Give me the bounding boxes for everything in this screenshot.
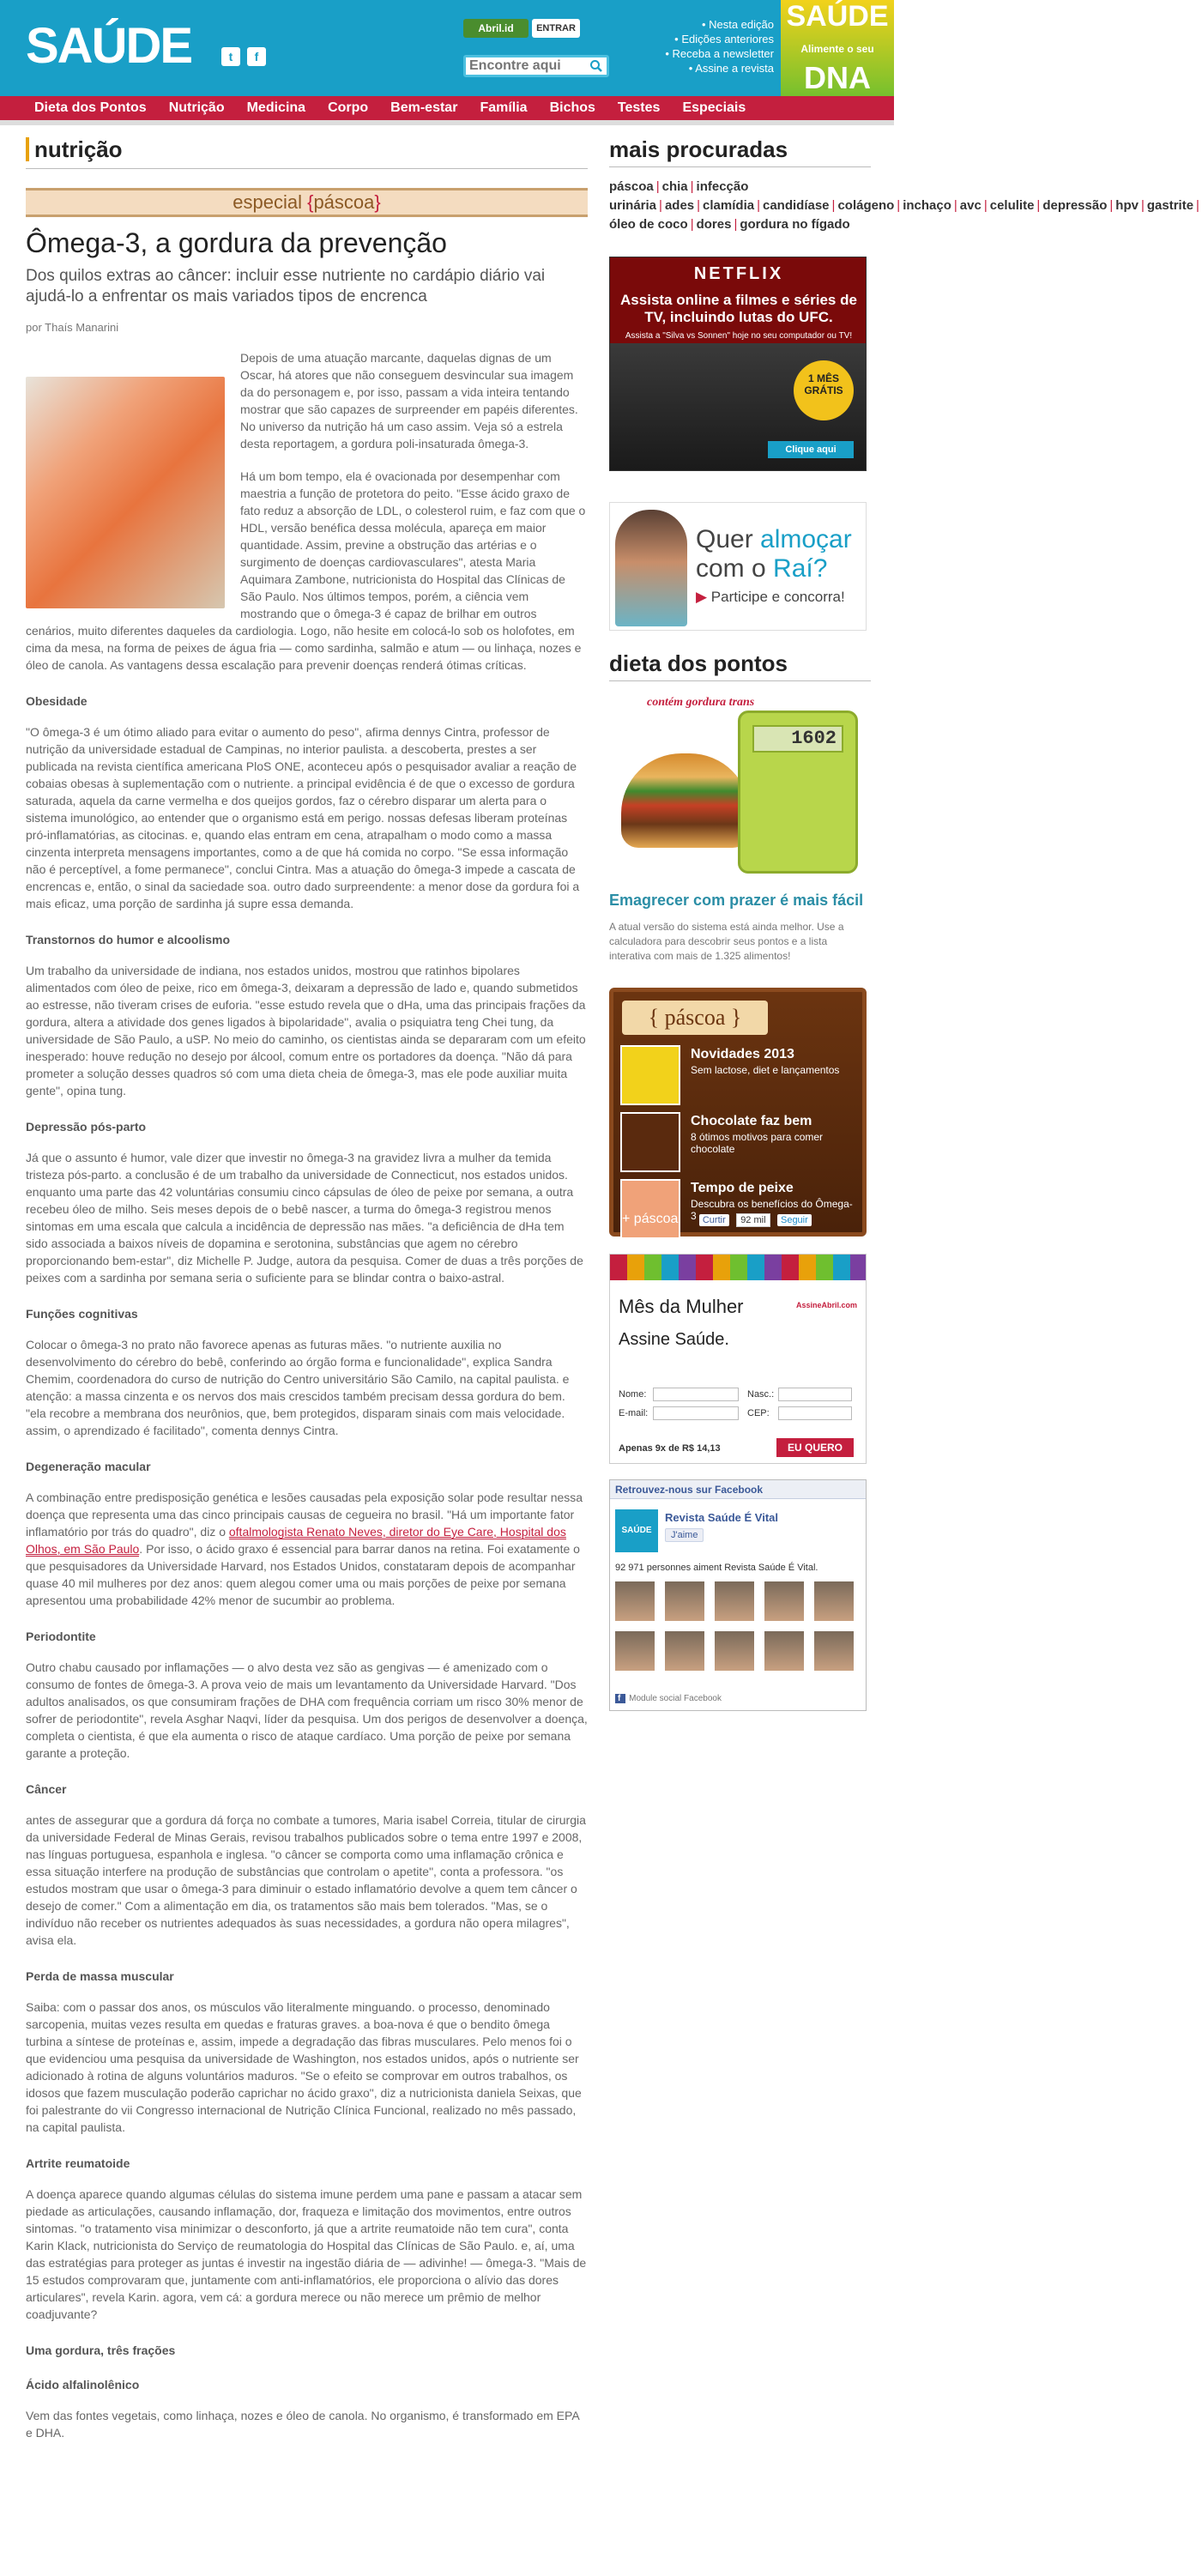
link-nesta-edicao[interactable]: • Nesta edição — [665, 17, 774, 32]
fan-avatar[interactable] — [665, 1581, 704, 1621]
curtir-button[interactable]: Curtir — [699, 1214, 729, 1226]
pascoa-item-desc: Descubra os benefícios do Ômega-3 — [691, 1198, 853, 1222]
pascoa-item-desc: Sem lactose, diet e lançamentos — [691, 1064, 840, 1076]
section-title: nutrição — [26, 137, 588, 161]
fan-avatar[interactable] — [715, 1631, 754, 1671]
assine-abril-logo: AssineAbril.com — [795, 1301, 857, 1309]
dieta-heading[interactable]: Emagrecer com prazer é mais fácil — [609, 892, 864, 909]
pascoa-item[interactable] — [620, 1045, 861, 1107]
article-paragraph: Saiba: com o passar dos anos, os músculos vão literalmente minguando. o processo, denominado sarcopenia, muitas vezes resulta em quedas e fraturas graves. a boa-nova é que o bendito ômega turbina a síntese de proteínas e, assim, impede a degradação das fibras musculares. Pelo menos foi o que evidenciou uma pesquisa da universidade de Washington, nos estados unidos, após o nutriente ser adicionado à rotina de alguns voluntários maduros. "Se o efeito se comprovar em outros trabalhos, os idosos que fazem musculação poderão caprichar no ácido graxo", diz a nutricionista daniela Seixas, que foi palestrante do vii Congresso internacional de Nutrição Clínica Funcional, realizado no mês passado, na capital paulista. — [26, 2000, 582, 2134]
site-header — [0, 0, 894, 96]
article-subheading: Ácido alfalinolênico — [26, 2378, 140, 2392]
article-paragraph: A doença aparece quando algumas células do sistema imune perdem uma pane e passam a atacar sem piedade as articulações, causando inflamação, dor, fraqueza e limitação dos movimentos, entre outros sintomas. "o tratamento visa minimizar o desconforto, já que a artrite reumatoide não tem cura", conta Karin Klack, nutricionista do Serviço de reumatologia do Hospital das Clínicas de São Paulo. e, aí, uma das estratégias para proteger as juntas é investir na ingestão diária de — adivinhe! — ômega-3. "Mais de 15 estudos comprovaram que, juntamente com anti-inflamatórios, ele proporciona o alívio das dores articulares", revela Karin. agora, vem cá: a gordura merece ou não merece um prêmio de melhor coadjuvante? — [26, 2187, 587, 2321]
tag-link[interactable]: gastrite — [1146, 198, 1194, 213]
pascoa-title: { páscoa } — [622, 1001, 768, 1035]
article-paragraph: Há um bom tempo, ela é ovacionada por desempenhar com maestria a função de protetora do peito. "Esse ácido graxo de fato reduz a absorção de LDL, o colesterol ruim, e faz com que o HDL, versão benéfica dessa molécula, apareça em maior quantidade. Assim, previne a obstrução das artérias e o surgimento de doenças cardiovasculares", atesta Maria Aquimara Zambone, nutricionista do Hospital das Clínicas de São Paulo. Nos últimos tempos, porém, a ciência vem mostrando que o ômega-3 é capaz de brilhar em outros cenários, muito diferentes daqueles da cardiologia. Logo, não hesite em colocá-lo sob os holofotes, em cima da mesa, na forma de peixes de água fria — como sardinha, salmão e atum — ou linhaça, nozes e óleo de canola. As vantagens dessa escalação para prevenir doenças renderá ótimas críticas. — [26, 469, 586, 672]
fan-avatar[interactable] — [764, 1631, 804, 1671]
facebook-plugin-label: f Module social Facebook — [615, 1694, 722, 1703]
hamburger-image — [621, 753, 750, 848]
article-paragraph: Um trabalho da universidade de indiana, nos estados unidos, mostrou que ratinhos bipolares alimentados com óleo de peixe, rico em ômega-3, deixaram a depressão de lado e, quando submetidos ao estresse, não tiveram crises de euforia. "esse estudo revela que o dHa, uma das principais frações da gordura, altera a atividade dos genes ligados à bipolaridade", avalia o psiquiatra teng Chei tung, da universidade de São Paulo, a uSP. No meio do caminho, os cientistas ainda se depararam com um efeito inesperado: houve redução no desejo por álcool, comum entre os portadores da doença. "Não dá para prometer a solução desses quadros só com uma dieta cheia de ômega-3, mas ele pode auxiliar muita gente", opina tung. — [26, 964, 586, 1098]
price-text: Apenas 9x de R$ 14,13 — [619, 1443, 721, 1454]
novidades-thumb — [620, 1045, 680, 1105]
article-subheading: Uma gordura, três frações — [26, 2343, 176, 2357]
especial-banner[interactable]: especial {páscoa} — [26, 188, 588, 217]
fan-avatar[interactable] — [814, 1581, 854, 1621]
link-newsletter[interactable]: • Receba a newsletter — [665, 46, 774, 61]
nasc-field[interactable] — [778, 1388, 852, 1401]
login-button[interactable]: ENTRAR — [532, 19, 580, 38]
article-subheading: Depressão pós-parto — [26, 1120, 147, 1134]
fan-avatar[interactable] — [615, 1581, 655, 1621]
nome-label: Nome: — [619, 1389, 647, 1400]
nav-medicina[interactable]: Medicina — [246, 100, 306, 115]
pascoa-item-title: Novidades 2013 — [691, 1047, 794, 1061]
dieta-dos-pontos-title: dieta dos pontos — [609, 651, 871, 681]
tag-link[interactable]: avc — [959, 198, 982, 213]
sidebar — [609, 136, 1199, 1711]
link-assine[interactable]: • Assine a revista — [665, 61, 774, 76]
nav-testes[interactable]: Testes — [617, 100, 661, 115]
article-paragraph: Já que o assunto é humor, vale dizer que investir no ômega-3 na gravidez livra a mulher da temida tristeza pós-parto. a conclusão é de um trabalho da universidade de Connecticut, nos estados unidos. enquanto uma parte das 42 voluntárias consumiu cinco cápsulas de óleo de peixe por semana, a outra recebeu óleo de milho. Seis meses depois de o bebê nascer, a turma do ômega-3 registrou menos sintomas em uma escala que calcula a incidência de depressão nas mães. "a deficiência de dHa tem sido associada a baixos níveis de dopamina e serotonina, substâncias que agem no cérebro proporcionando bem-estar", diz Michelle P. Judge, autora da pesquisa. Comer de duas a três porções de peixes com a sardinha por semana seria o suficiente para se blindar contra o baixo-astral. — [26, 1151, 583, 1285]
mais-procuradas-title: mais procuradas — [609, 137, 871, 167]
seguir-button[interactable]: Seguir — [777, 1214, 812, 1226]
article-paragraph: "O ômega-3 é um ótimo aliado para evitar o aumento do peso", afirma dennys Cintra, professor de nutrição da universidade estadual de Campinas, no interior paulista. a descoberta, prestes a ser publicada na revista científica americana PloS ONE, aconteceu após o pesquisador avaliar a reação de cobaias obesas à suplementação com o nutriente. a principal evidência é de que o excesso de gordura saturada, aquela da carne vermelha e dos queijos gordos, faz o cérebro disparar um alerta para o sistema imunológico, ao entender que o organismo está em perigo. nossas defesas liberam proteínas pró-inflamatórias, as citocinas. e, quando elas entram em cena, atrapalham o modo como a massa cinzenta interpreta mensagens importantes, como a de que há comida no corpo. "Se essa informação não é perceptível, a fome permanece", conclui Cintra. Mas a atuação do ômega-3 impede a cascata de encrencas e, então, o sinal da saciedade soa. outro dado surpreendente: a menor dose da gordura foi a mais eficaz, uma porção de sardinha já supre essa demanda. — [26, 725, 580, 910]
article-subtitle: Dos quilos extras ao câncer: incluir esse nutriente no cardápio diário vai ajudá-lo a enfrentar os mais variados tipos de encrenca — [26, 267, 546, 305]
fan-avatar[interactable] — [665, 1631, 704, 1671]
tag-link[interactable]: dores — [696, 217, 732, 232]
rai-photo — [615, 510, 687, 626]
tag-link[interactable]: celulite — [989, 198, 1035, 213]
nav-bichos[interactable]: Bichos — [549, 100, 595, 115]
nav-dieta-dos-pontos[interactable]: Dieta dos Pontos — [34, 100, 147, 115]
search-box — [463, 55, 609, 77]
main-nav — [0, 96, 894, 120]
nasc-label: Nasc.: — [747, 1389, 775, 1400]
rai-cta[interactable]: ▶ Participe e concorra! — [696, 589, 845, 606]
cep-field[interactable] — [778, 1406, 852, 1420]
netflix-ad[interactable] — [609, 257, 867, 471]
section-divider — [26, 168, 588, 169]
search-input[interactable] — [466, 57, 586, 75]
article-paragraph: antes de assegurar que a gordura dá força no combate a tumores, Maria isabel Correia, titular de cirurgia da universidade Federal de Minas Gerais, revisou trabalhos publicados sobre o tema entre 1997 e 2008, nas línguas portuguesa, espanhola e inglesa. "o câncer se comporta como uma inflamação crônica e essa situação interfere na produção de substâncias que controlam o apetite", conta a professora. "os estudos mostram que usar o ômega-3 para diminuir o estado inflamatório devolve a quem tem câncer o desejo de comer." Com a alimentação em dia, os tratamentos são mais bem tolerados. "Mas, se o indivíduo não receber os nutrientes adequados às suas necessidades, a gordura não opera milagres", avisa ela. — [26, 1813, 586, 1947]
tag-link[interactable]: hpv — [1115, 198, 1139, 213]
facebook-widget — [609, 1479, 867, 1711]
pascoa-item[interactable] — [620, 1112, 861, 1174]
calculator-display: 1602 — [752, 725, 843, 753]
article-link[interactable]: oftalmologista Renato Neves, diretor do Eye Care, Hospital dos Olhos, em São Paulo — [26, 1525, 566, 1556]
tag-link[interactable]: inchaço — [903, 198, 951, 213]
article-paragraph: A combinação entre predisposição genética e lesões causadas pela exposição solar pode resultar nessa doença que representa uma das cinco principais causas de cegueira no brasil. "Há um importante fator inflamatório por trás do quadro", diz o oftalmologista Renato Neves, diretor do Eye Care, Hospital dos Olhos, em São Paulo. Por isso, o ácido graxo é essencial para barrar danos na retina. Foi exatamente o que pesquisadores da Universidade Harvard, nos Estados Unidos, constataram depois de acompanhar quase 40 mil mulheres por dez anos: quem alegou comer uma ou mais porções de peixe por semana apresentou uma probabilidade 42% menor de sucumbir ao problema. — [26, 1491, 583, 1607]
dieta-description: A atual versão do sistema está ainda melhor. Use a calculadora para descobrir seus pontos e a lista interativa com mais de 1.325 alimentos! — [609, 921, 844, 962]
pascoa-box — [609, 988, 867, 1237]
tag-link[interactable]: colágeno — [837, 198, 895, 213]
tag-link[interactable]: gordura no fígado — [740, 217, 850, 232]
free-month-badge: 1 MÊS GRÁTIS — [794, 360, 854, 420]
especial-label: especial — [233, 191, 302, 213]
pascoa-item-desc: 8 ótimos motivos para comer chocolate — [691, 1131, 824, 1155]
nav-bem-estar[interactable]: Bem-estar — [390, 100, 458, 115]
article-subheading: Artrite reumatoide — [26, 2156, 130, 2170]
nav-corpo[interactable]: Corpo — [328, 100, 369, 115]
like-count: 92 mil — [736, 1213, 770, 1227]
netflix-headline: Assista online a filmes e séries de TV, incluindo lutas do UFC. — [620, 292, 857, 325]
facebook-like-button[interactable]: J'aime — [665, 1528, 704, 1542]
salmon-photo — [26, 377, 225, 608]
facebook-page-name[interactable]: Revista Saúde É Vital — [665, 1511, 778, 1524]
mulher-subtitle: Assine Saúde. — [619, 1330, 729, 1349]
article-subheading: Degeneração macular — [26, 1460, 151, 1473]
article-paragraph: Vem das fontes vegetais, como linhaça, nozes e óleo de canola. No organismo, é transformado em EPA e DHA. — [26, 2409, 579, 2440]
rai-headline: Quer almoçar com o Raí? — [696, 525, 852, 583]
facebook-fan-count: 92 971 personnes aiment Revista Saúde É Vital. — [615, 1563, 818, 1573]
nome-field[interactable] — [653, 1388, 739, 1401]
email-field[interactable] — [653, 1406, 739, 1420]
magazine-cover[interactable] — [781, 0, 894, 101]
site-logo[interactable]: SAÚDE — [26, 18, 192, 74]
pascoa-item-title: Chocolate faz bem — [691, 1114, 812, 1128]
article-paragraph: Depois de uma atuação marcante, daquelas dignas de um Oscar, há atores que não conseguem desvincular sua imagem da do personagem e, por isso, passam a vida inteira tentando mostrar que são capazes de surpreender em papéis diferentes. No universo da nutrição há um caso assim. Veja só a estrela desta reportagem, a gordura poli-insaturada ômega-3. — [240, 351, 578, 450]
fan-avatar[interactable] — [764, 1581, 804, 1621]
nav-especiais[interactable]: Especiais — [682, 100, 746, 115]
calculator-image — [738, 711, 858, 874]
trans-fat-badge: contém gordura trans — [647, 696, 755, 709]
article-subheading: Perda de massa muscular — [26, 1969, 174, 1983]
article-subheading: Transtornos do humor e alcoolismo — [26, 933, 231, 946]
eu-quero-button[interactable]: EU QUERO — [776, 1438, 854, 1457]
facebook-icon[interactable]: f — [247, 47, 266, 66]
dieta-illustration[interactable] — [609, 693, 867, 886]
tag-link[interactable]: óleo de coco — [609, 217, 688, 232]
salmon-thumb — [620, 1179, 680, 1239]
article-paragraph: Colocar o ômega-3 no prato não favorece apenas as futuras mães. "o nutriente auxilia no desenvolvimento do cérebro do bebê, conferindo ao órgão forma e funcionalidade", explica Sandra Chemim, coordenadora do curso de nutrição do Centro universitário São Camilo, na capital paulista. e atenção: a massa cinzenta e os nervos dos mais crescidos também precisam dessa gordura do bem. "ela recobre a membrana dos neurônios, que, bem protegidos, disparam sinais com mais velocidade. assim, o aprendizado é facilitado", comenta dennys Cintra. — [26, 1338, 570, 1437]
tag-link[interactable]: candidíase — [762, 198, 830, 213]
fan-avatar[interactable] — [615, 1631, 655, 1671]
tag-link[interactable]: infecção urinária — [609, 179, 749, 213]
fan-avatar[interactable] — [814, 1631, 854, 1671]
nav-familia[interactable]: Família — [480, 100, 528, 115]
popular-tags: páscoa | chia | infecção urinária | ades | clamídia | candidíase | colágeno | inchaço | avc | celulite | depressão | hpv | gastrite |óleo de coco | dores | gordura no fígado — [609, 179, 1199, 232]
twitter-icon[interactable]: t — [221, 47, 240, 66]
tag-link[interactable]: páscoa — [609, 179, 654, 194]
mulher-title: Mês da Mulher — [619, 1296, 744, 1317]
rai-ad[interactable] — [609, 502, 867, 631]
netflix-logo: NETFLIX — [693, 264, 784, 283]
pascoa-item[interactable] — [620, 1179, 861, 1241]
mes-da-mulher-ad — [609, 1254, 867, 1464]
email-label: E-mail: — [619, 1408, 649, 1418]
pascoa-item-title: Tempo de peixe — [691, 1181, 794, 1195]
pascoa-footer — [622, 1212, 812, 1227]
fan-avatar[interactable] — [715, 1581, 754, 1621]
article-body — [26, 349, 588, 2441]
nav-nutricao[interactable]: Nutrição — [168, 100, 225, 115]
article-subheading: Funções cognitivas — [26, 1307, 138, 1321]
cover-headline: DNA — [804, 60, 871, 95]
mais-pascoa-link[interactable]: + páscoa — [622, 1212, 679, 1226]
tag-link[interactable]: ades — [664, 198, 695, 213]
chocolate-thumb — [620, 1112, 680, 1172]
abril-id-button[interactable]: Abril.id — [463, 19, 529, 38]
tag-link[interactable]: chia — [661, 179, 688, 194]
cep-label: CEP: — [747, 1408, 770, 1418]
tag-link[interactable]: depressão — [1042, 198, 1108, 213]
tag-link[interactable]: clamídia — [703, 198, 755, 213]
article-paragraph: Outro chabu causado por inflamações — o alvo desta vez são as gengivas — é amenizado com o consumo de fontes de ômega-3. A prova veio de mais um levantamento da Universidade Harvard. "Dos adultos analisados, os que consumiram frações de DHA com frequência corriam um risco 30% menor de sofrer de periodontite", revela Asghar Naqvi, líder da pesquisa. Um dos perigos de desenvolver a doença, completa o cientista, é que ela aumenta o risco de ataque cardíaco. Uma porção de peixe por semana garante a proteção. — [26, 1660, 588, 1760]
article-column — [26, 137, 588, 2441]
facebook-widget-header: Retrouvez-nous sur Facebook — [610, 1480, 866, 1499]
article-subheading: Periodontite — [26, 1630, 96, 1643]
netflix-cta-button[interactable]: Clique aqui — [768, 441, 854, 458]
cover-subtitle: Alimente o seu — [800, 43, 874, 55]
nav-divider — [0, 120, 894, 125]
cover-title: SAÚDE — [786, 0, 889, 33]
article-subheading: Obesidade — [26, 694, 88, 708]
saude-page-logo[interactable]: SAÚDE — [615, 1509, 658, 1552]
article-title: Ômega-3, a gordura da prevenção — [26, 227, 447, 258]
header-links — [665, 17, 774, 76]
search-icon[interactable] — [589, 59, 603, 73]
article-subheading: Câncer — [26, 1782, 67, 1796]
especial-tag: páscoa — [313, 191, 375, 213]
article-byline: por Thaís Manarini — [26, 321, 119, 334]
netflix-small-text: Assista a "Silva vs Sonnen" hoje no seu computador ou TV! — [625, 331, 853, 341]
decorative-stripe — [610, 1255, 866, 1280]
link-edicoes-anteriores[interactable]: • Edições anteriores — [665, 32, 774, 46]
